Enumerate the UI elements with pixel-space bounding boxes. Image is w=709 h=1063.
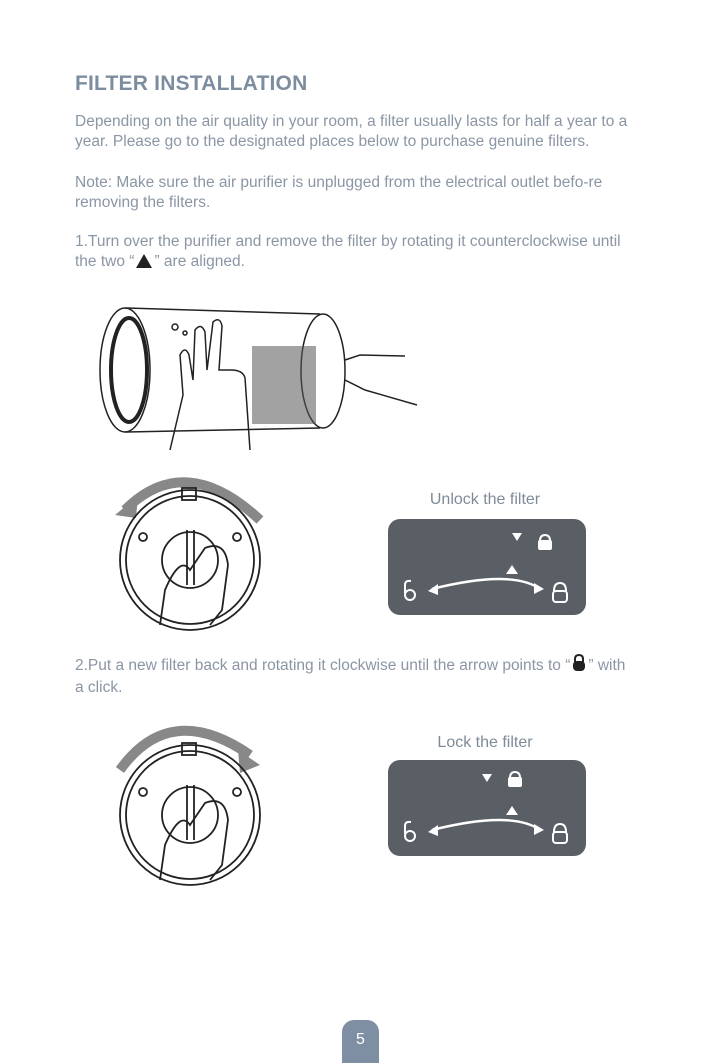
lock-diagram-panel [388,760,586,856]
purifier-illustration [95,300,425,450]
step-1-text [75,232,635,274]
dial-lock-illustration [110,705,270,905]
step-2-text-before: 2.Put a new filter back and rotating it clockwise until the arrow points to “ [75,657,571,674]
triangle-icon [136,254,152,274]
lock-icon [553,824,567,843]
lock-icon-small [538,535,552,550]
unlock-caption: Unlock the filter [429,491,541,508]
indicator-triangle-icon [506,806,518,815]
page-title: FILTER INSTALLATION [75,72,308,95]
page-number: 5 [342,1020,379,1063]
step-1-text-before: 1.Turn over the purifier and remove the filter by rotating it counterclockwise until the two “ [75,233,621,270]
lock-icon [572,654,586,678]
pointer-arrow-icon [482,774,492,782]
unlock-diagram-panel [388,519,586,615]
lock-icon [553,583,567,602]
lock-caption: Lock the filter [437,734,533,751]
step-2-text-after: ” with a click. [75,657,626,696]
unlock-icon [405,822,415,841]
dial-unlock-illustration [110,460,270,650]
lock-icon-small [508,772,522,787]
pointer-arrow-icon [512,533,522,541]
step-1-text-after: ” are aligned. [154,253,245,270]
step-2-text [75,654,635,698]
note-paragraph: Note: Make sure the air purifier is unplugged from the electrical outlet befo-re removing the filters. [75,174,603,211]
unlock-icon [405,581,415,600]
intro-paragraph: Depending on the air quality in your room, a filter usually lasts for half a year to a year. Please go to the designated places below to purchase genuine filters. [75,113,628,150]
indicator-triangle-icon [506,565,518,574]
